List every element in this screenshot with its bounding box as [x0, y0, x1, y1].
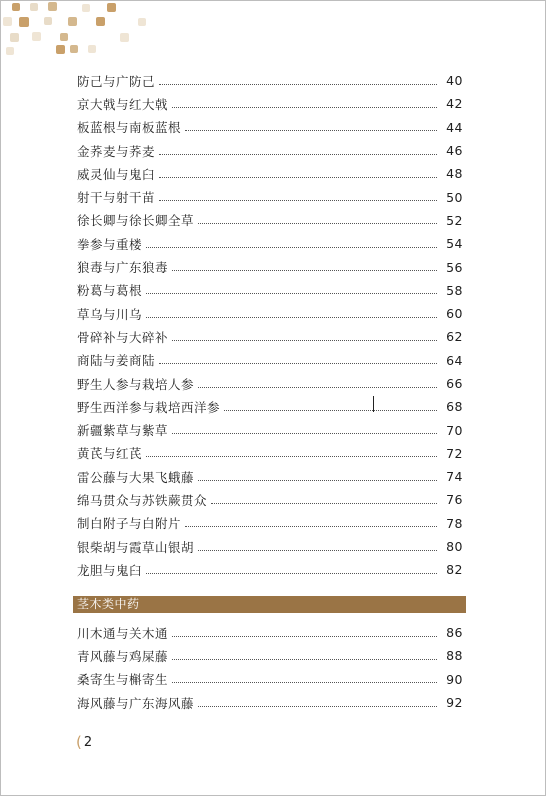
- toc-entry-title: 野生人参与栽培人参: [77, 375, 198, 393]
- toc-entry[interactable]: [77, 418, 463, 441]
- toc-entry[interactable]: [77, 512, 463, 535]
- toc-entry-page: 50: [446, 189, 463, 205]
- toc-entry-page: 62: [446, 329, 463, 345]
- toc-entry-title: 草乌与川乌: [77, 305, 146, 323]
- toc-entry-title: 雷公藤与大果飞蛾藤: [77, 468, 198, 486]
- toc-entry[interactable]: [77, 691, 463, 714]
- toc-entry-page: 76: [446, 492, 463, 508]
- toc-entry-page: 40: [446, 73, 463, 89]
- toc-leader-dots: [172, 339, 437, 341]
- toc-leader-dots: [172, 106, 437, 108]
- toc-entry-title: 桑寄生与槲寄生: [77, 670, 172, 688]
- toc-leader-dots: [159, 153, 437, 155]
- toc-entry-page: 48: [446, 166, 463, 182]
- toc-entry-page: 44: [446, 119, 463, 135]
- toc-entry-title: 龙胆与鬼臼: [77, 561, 146, 579]
- toc-entry[interactable]: [77, 621, 463, 644]
- toc-leader-dots: [198, 479, 437, 481]
- toc-leader-dots: [198, 386, 437, 388]
- text-cursor: [373, 396, 374, 412]
- toc-entry-title: 野生西洋参与栽培西洋参: [77, 398, 224, 416]
- toc-entry-page: 46: [446, 143, 463, 159]
- toc-entry-title: 新疆紫草与紫草: [77, 421, 172, 439]
- toc-entry-title: 川木通与关木通: [77, 624, 172, 642]
- toc-entry[interactable]: [77, 488, 463, 511]
- toc-leader-dots: [198, 222, 437, 224]
- toc-entry-title: 绵马贯众与苏铁蕨贯众: [77, 491, 211, 509]
- toc-entry-title: 威灵仙与鬼臼: [77, 165, 159, 183]
- toc-entry[interactable]: [77, 644, 463, 667]
- toc-leader-dots: [172, 681, 437, 683]
- toc-leader-dots: [172, 658, 437, 660]
- toc-entry-page: 74: [446, 469, 463, 485]
- toc-entry-title: 金荞麦与荞麦: [77, 142, 159, 160]
- toc-list: [77, 621, 463, 714]
- toc-entry[interactable]: [77, 185, 463, 208]
- toc-entry[interactable]: [77, 279, 463, 302]
- toc-entry[interactable]: [77, 349, 463, 372]
- toc-leader-dots: [159, 83, 437, 85]
- toc-entry[interactable]: [77, 372, 463, 395]
- toc-leader-dots: [146, 292, 437, 294]
- toc-entry-page: 92: [446, 695, 463, 711]
- toc-entry[interactable]: [77, 139, 463, 162]
- toc-entry[interactable]: [77, 535, 463, 558]
- toc-entry-page: 56: [446, 259, 463, 275]
- toc-leader-dots: [146, 316, 437, 318]
- toc-leader-dots: [172, 269, 437, 271]
- toc-entry-title: 银柴胡与霞草山银胡: [77, 538, 198, 556]
- toc-leader-dots: [146, 572, 437, 574]
- toc-entry-title: 制白附子与白附片: [77, 514, 185, 532]
- toc-entry-title: 板蓝根与南板蓝根: [77, 118, 185, 136]
- toc-entry-title: 拳参与重楼: [77, 235, 146, 253]
- decorative-dots-pattern: [0, 0, 150, 60]
- toc-entry[interactable]: [77, 465, 463, 488]
- toc-leader-dots: [198, 549, 437, 551]
- toc-entry-title: 狼毒与广东狼毒: [77, 258, 172, 276]
- toc-entry-title: 防己与广防己: [77, 72, 159, 90]
- toc-entry-page: 82: [446, 562, 463, 578]
- toc-entry-title: 京大戟与红大戟: [77, 95, 172, 113]
- toc-entry-page: 72: [446, 445, 463, 461]
- toc-leader-dots: [211, 502, 437, 504]
- toc-entry-title: 徐长卿与徐长卿全草: [77, 211, 198, 229]
- page-footer: [76, 733, 92, 751]
- toc-entry-page: 58: [446, 282, 463, 298]
- toc-leader-dots: [185, 129, 437, 131]
- toc-entry-page: 78: [446, 515, 463, 531]
- toc-entry[interactable]: [77, 232, 463, 255]
- toc-entry[interactable]: [77, 69, 463, 92]
- toc-entry-page: 64: [446, 352, 463, 368]
- toc-entry[interactable]: [77, 325, 463, 348]
- toc-entry[interactable]: [77, 668, 463, 691]
- toc-entry[interactable]: [77, 209, 463, 232]
- toc-entry[interactable]: [77, 395, 463, 418]
- page-number-bracket-icon: (: [76, 733, 82, 751]
- toc-entry-title: 黄芪与红芪: [77, 444, 146, 462]
- toc-entry-page: 66: [446, 376, 463, 391]
- toc-entry-page: 90: [446, 671, 463, 687]
- toc-leader-dots: [172, 635, 437, 637]
- toc-entry-title: 射干与射干苗: [77, 188, 159, 206]
- toc-entry-page: 68: [446, 399, 463, 415]
- toc-entry-title: 海风藤与广东海风藤: [77, 694, 198, 712]
- toc-entry[interactable]: [77, 92, 463, 115]
- toc-entry[interactable]: [77, 255, 463, 278]
- toc-entry-page: 70: [446, 422, 463, 438]
- toc-entry-title: 粉葛与葛根: [77, 281, 146, 299]
- toc-entry-page: 52: [446, 212, 463, 228]
- toc-leader-dots: [146, 455, 437, 457]
- toc-entry[interactable]: [77, 302, 463, 325]
- toc-leader-dots: [159, 199, 437, 201]
- section-heading: 茎木类中药: [73, 596, 466, 613]
- toc-entry[interactable]: [77, 442, 463, 465]
- toc-entry-title: 商陆与姜商陆: [77, 351, 159, 369]
- toc-entry-page: 86: [446, 625, 463, 641]
- toc-entry-page: 42: [446, 96, 463, 112]
- toc-entry[interactable]: [77, 116, 463, 139]
- toc-entry-page: 54: [446, 236, 463, 252]
- toc-leader-dots: [159, 176, 437, 178]
- toc-entry-page: 88: [446, 648, 463, 664]
- toc-leader-dots: [146, 246, 437, 248]
- toc-list: [77, 69, 463, 582]
- toc-leader-dots: [198, 705, 437, 707]
- toc-entry-title: 骨碎补与大碎补: [77, 328, 172, 346]
- toc-entry-page: 60: [446, 306, 463, 322]
- toc-leader-dots: [224, 409, 437, 411]
- page-number: 2: [83, 734, 93, 750]
- toc-leader-dots: [172, 432, 437, 434]
- toc-leader-dots: [159, 362, 437, 364]
- toc-leader-dots: [185, 525, 437, 527]
- toc-entry[interactable]: [77, 162, 463, 185]
- toc-entry[interactable]: [77, 558, 463, 581]
- toc-entry-page: 80: [446, 539, 463, 555]
- toc-entry-title: 青风藤与鸡屎藤: [77, 647, 172, 665]
